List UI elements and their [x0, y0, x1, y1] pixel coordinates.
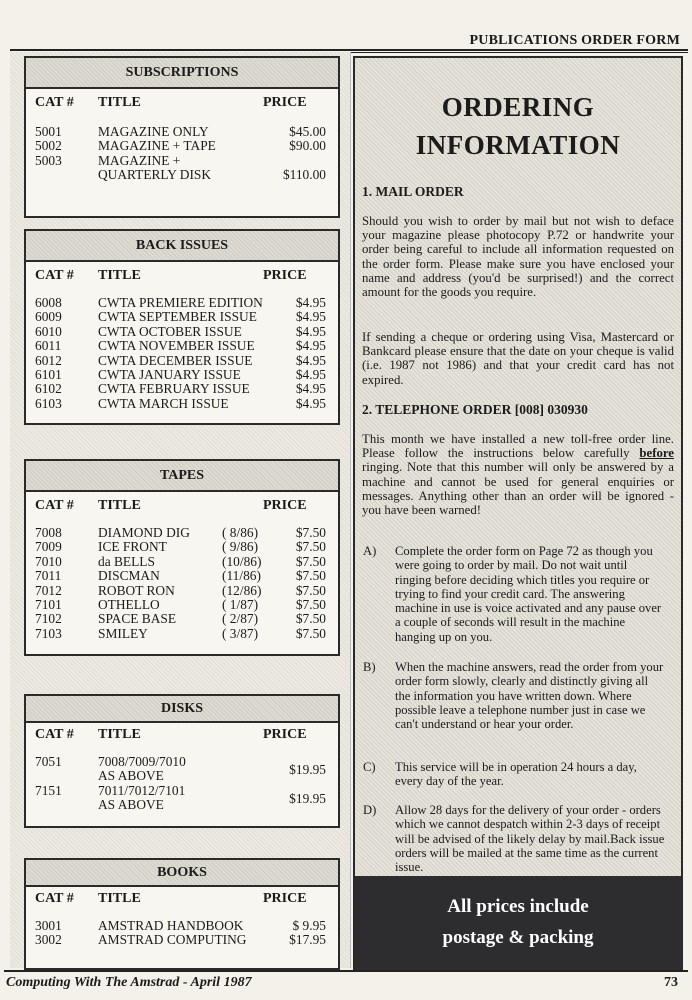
back-issues-title: BACK ISSUES	[26, 231, 338, 262]
table-row: 3001 AMSTRAD HANDBOOK $ 9.95	[35, 918, 326, 933]
table-row: 7011 DISCMAN (11/86) $7.50	[35, 568, 326, 584]
tapes-title: TAPES	[26, 461, 338, 492]
mail-order-paragraph-1: Should you wish to order by mail but not wish to deface your magazine please photocopy P.72 or handwrite your order being careful to include all information requested on the order form. Please make sure you have enclosed your name and address (you'd be surprised!) and the correct amount for the goods you require.	[362, 214, 674, 300]
books-box	[24, 858, 340, 970]
table-row: 5001 MAGAZINE ONLY $45.00	[35, 124, 326, 139]
table-row: AS ABOVE $19.95	[98, 762, 326, 784]
table-row: 6101 CWTA JANUARY ISSUE $4.95	[35, 366, 326, 382]
table-row: 6009 CWTA SEPTEMBER ISSUE $4.95	[35, 309, 326, 325]
back-issues-header: CAT # TITLE PRICE	[35, 268, 307, 283]
table-row: 6010 CWTA OCTOBER ISSUE $4.95	[35, 323, 326, 339]
table-row: 7012 ROBOT RON (12/86) $7.50	[35, 582, 326, 598]
table-row: 5002 MAGAZINE + TAPE $90.00	[35, 138, 326, 154]
table-row: 7151 7011/7012/7101	[35, 782, 186, 798]
disks-box	[24, 694, 340, 828]
mail-order-paragraph-2: If sending a cheque or ordering using Visa, Mastercard or Bankcard please ensure that the date on your cheque is valid (i.e. 1987 not 1986) and that your credit card has not expired.	[362, 330, 674, 387]
books-header: CAT # TITLE PRICE	[35, 891, 307, 906]
table-row: 7101 OTHELLO ( 1/87) $7.50	[35, 596, 326, 612]
table-row: 7009 ICE FRONT ( 9/86) $7.50	[35, 539, 326, 555]
header-rule	[10, 49, 688, 51]
tapes-box	[24, 459, 340, 656]
table-row: 7102 SPACE BASE ( 2/87) $7.50	[35, 611, 326, 627]
table-row: 5003 MAGAZINE +	[35, 152, 181, 168]
title-header: TITLE	[98, 95, 141, 110]
footer-publication: Computing With The Amstrad - April 1987	[6, 975, 252, 990]
mail-order-heading: 1. MAIL ORDER	[362, 184, 464, 199]
table-row: 7051 7008/7009/7010	[35, 754, 186, 769]
left-column	[10, 52, 351, 968]
table-row: 7008 DIAMOND DIG ( 8/86) $7.50	[35, 525, 326, 540]
before-emphasis: before	[639, 446, 674, 461]
subscriptions-title: SUBSCRIPTIONS	[26, 58, 338, 89]
prices-include-banner: All prices include postage & packing	[355, 876, 681, 970]
table-row: 6011 CWTA NOVEMBER ISSUE $4.95	[35, 338, 326, 354]
table-row: 6103 CWTA MARCH ISSUE $4.95	[35, 395, 326, 411]
price-header: PRICE	[263, 95, 307, 110]
table-row: 7010 da BELLS (10/86) $7.50	[35, 553, 326, 569]
table-row: 6012 CWTA DECEMBER ISSUE $4.95	[35, 352, 326, 368]
ordering-information-panel: ORDERING INFORMATION 1. MAIL ORDER Should you wish to order by mail but not wish to deface your magazine please photocopy P.72 or handwrite your order being careful to include all information requested on the order form. Please make sure you have enclosed your name and address (you'd be surprised!) and the correct amount for the goods you require. If sending a cheque or ordering using Visa, Mastercard or Bankcard please ensure that the date on your cheque is valid (i.e. 1987 not 1986) and that your credit card has not expired. 2. TELEPHONE ORDER [008] 030930 This month we have installed a new toll-free order line. Please follow the instructions below carefully before ringing. Note that this number will only be answered by a machine and cannot be used for general enquiries or messages. Anything other than an order will be ignored - you have been warned! A) Complete the order form on Page 72 as though you were going to order by mail. Do not wait until ringing before deciding which titles you require or trying to find your credit card. The answering machine in use is voice activated and any pause over a couple of seconds will result in the machine hanging up on you. B) When the machine answers, read the order from your order form slowly, clearly and distinctly giving all the information you have written down. Where possible leave a telephone number just in case we can't understand or hear your order. C) This service will be in operation 24 hours a day, every day of the year. D) Allow 28 days for the delivery of your order - orders which we cannot despatch within 2-3 days of receipt will be advised of the likely delay by mail.Back issue orders will be mailed at the same time as the current issue. All prices include postage & packing	[353, 56, 683, 972]
telephone-order-paragraph: This month we have installed a new toll-free order line. Please follow the instructions below carefully before ringing. Note that this number will only be answered by a machine and cannot be used for general enquiries or messages. Anything other than an order will be ignored - you have been warned!	[362, 432, 674, 518]
footer-rule	[4, 970, 688, 972]
cat-header: CAT #	[35, 95, 74, 110]
table-row: 6008 CWTA PREMIERE EDITION $4.95	[35, 295, 326, 310]
page-number: 73	[664, 975, 678, 990]
subscriptions-box	[24, 56, 340, 218]
page-header-title: PUBLICATIONS ORDER FORM	[469, 33, 680, 48]
back-issues-box	[24, 229, 340, 425]
ordering-title: ORDERING INFORMATION	[415, 92, 621, 160]
disks-title: DISKS	[26, 696, 338, 723]
table-row: 3002 AMSTRAD COMPUTING $17.95	[35, 932, 326, 948]
table-row: AS ABOVE $19.95	[98, 791, 326, 813]
subscriptions-header	[26, 95, 338, 117]
table-row: 6102 CWTA FEBRUARY ISSUE $4.95	[35, 381, 326, 397]
tapes-header: CAT # TITLE PRICE	[35, 498, 307, 513]
disks-header: CAT # TITLE PRICE	[35, 727, 307, 742]
table-row: QUARTERLY DISK $110.00	[98, 167, 326, 183]
table-row: 7103 SMILEY ( 3/87) $7.50	[35, 625, 326, 641]
telephone-order-heading: 2. TELEPHONE ORDER [008] 030930	[362, 402, 588, 417]
books-title: BOOKS	[26, 860, 338, 887]
